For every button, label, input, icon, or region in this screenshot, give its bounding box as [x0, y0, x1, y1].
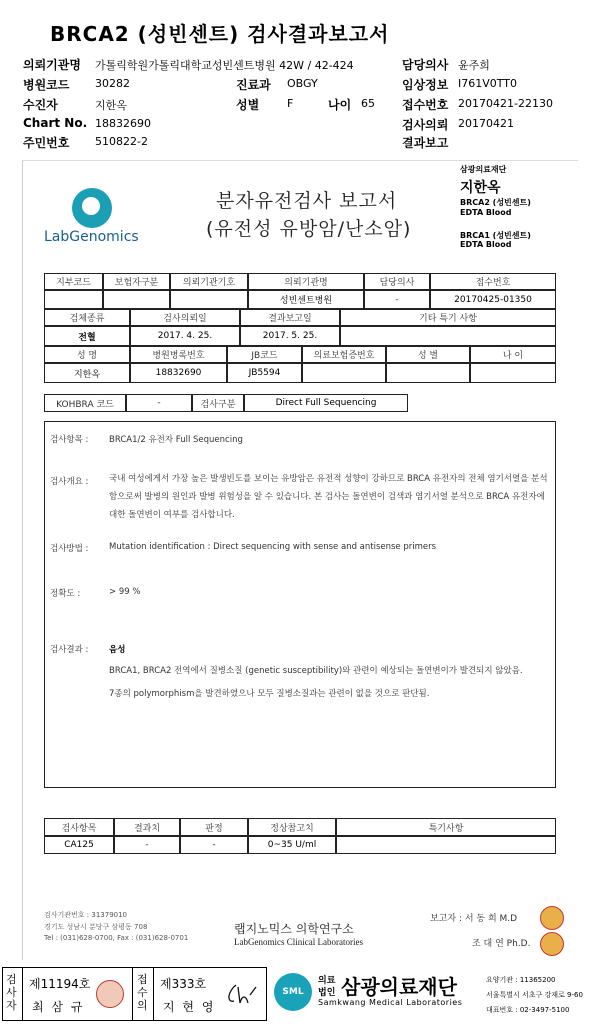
t2-h1: 결과치	[114, 818, 180, 836]
t1-h3-0: 성 명	[44, 346, 130, 363]
specimen-label-sticker	[440, 160, 578, 260]
t1-v3-3	[302, 363, 386, 383]
report-title: 분자유전검사 보고서	[216, 190, 398, 212]
method-value: Mutation identification : Direct sequencing with sense and antisense primers	[109, 542, 437, 552]
t1-v3-0: 지한옥	[44, 363, 130, 383]
reporter-1: 보고자 : 서 동 희 M.D	[430, 914, 518, 924]
footer-line3: Tel : (031)628-0700, Fax : (031)628-0701	[44, 934, 189, 942]
examiner-name: 최 삼 규	[32, 1000, 85, 1014]
t1-v2-1: 2017. 4. 25.	[130, 326, 240, 346]
t1-h3-1: 병원병록번호	[130, 346, 227, 363]
brand-name-en: Samkwang Medical Laboratories	[318, 998, 463, 1007]
lab-name-en: LabGenomics Clinical Laboratories	[234, 937, 363, 947]
sticker-specimen1: EDTA Blood	[460, 208, 512, 217]
receipt-number-value: 20170421-22130	[458, 97, 553, 110]
footer-line1: 검사기관번호 : 31379010	[44, 911, 128, 919]
result-text-2: 7종의 polymorphism을 발견하였으나 모두 질병소질과는 관련이 없을 것으로 판단됨.	[109, 689, 430, 699]
sticker-test1: BRCA2 (성빈센트)	[460, 198, 531, 207]
t2-v0: CA125	[44, 836, 114, 854]
divider	[153, 967, 154, 1021]
t2-v3: 0~35 U/ml	[248, 836, 336, 854]
hospital-code-value: 30282	[95, 77, 130, 90]
t2-h4: 특기사항	[336, 818, 556, 836]
t1-v2	[170, 290, 248, 309]
t2-h2: 판정	[180, 818, 248, 836]
t1-h2-1: 검사의뢰일	[130, 309, 240, 326]
t1-v3-1: 18832690	[130, 363, 227, 383]
info-line3: 대표번호 : 02-3497-5100	[486, 1006, 570, 1014]
clinical-info-value: I761V0TT0	[458, 77, 518, 90]
examiner-license: 제11194호	[29, 977, 91, 991]
t1-h2-3: 기타 특기 사항	[340, 309, 556, 326]
t1-h3: 의뢰기관명	[248, 273, 364, 290]
receiver-vertical-label: 접수의	[137, 973, 148, 1012]
result-value: 음성	[109, 645, 126, 655]
reporter-seal-1-icon	[540, 906, 564, 930]
t2-v1: -	[114, 836, 180, 854]
doctor-label: 담당의사	[402, 58, 449, 72]
chart-no-label: Chart No.	[23, 116, 88, 130]
t1-h2: 의뢰기관기호	[170, 273, 248, 290]
receiver-signature-icon	[224, 981, 258, 1007]
labgenomics-logo-icon	[72, 188, 112, 228]
patient-label: 수진자	[23, 98, 58, 112]
reporter-seal-2-icon	[540, 932, 564, 956]
t1-v3-4	[386, 363, 470, 383]
labgenomics-logo-text: LabGenomics	[44, 229, 139, 245]
t1-h2-0: 검체종류	[44, 309, 130, 326]
t1-v4: -	[364, 290, 430, 309]
t1-v3-5	[470, 363, 556, 383]
receiver-name: 지 현 영	[163, 1000, 216, 1014]
sticker-specimen2: EDTA Blood	[460, 240, 512, 249]
institution-label: 의뢰기관명	[23, 58, 81, 72]
t1-h3-3: 의료보험증번호	[302, 346, 386, 363]
overview-value: 국내 여성에게서 가장 높은 발생빈도를 보이는 유방암은 유전적 성향이 강하므로 BRCA 유전자의 전체 염기서열을 분석함으로써 발병의 원인과 발병 위험성을 알 수 있습니다. 본 검사는 돌연변이 검색과 염기서열 분석으로 BRCA 유전자에 대한 돌연변이 여부를 검사합니다.	[109, 474, 548, 520]
result-report-label: 결과보고	[402, 136, 449, 150]
item-label: 검사항목 :	[50, 435, 89, 445]
t1-h2-2: 결과보고일	[240, 309, 340, 326]
sex-label: 성별	[236, 98, 260, 112]
doctor-value: 윤주희	[458, 59, 490, 72]
examiner-seal-icon	[96, 980, 124, 1008]
t1-h3-5: 나 이	[470, 346, 556, 363]
sticker-test2: BRCA1 (성빈센트)	[460, 231, 531, 240]
t2-v2: -	[180, 836, 248, 854]
examiner-vertical-label: 검사자	[6, 973, 17, 1012]
sticker-name: 지한옥	[460, 180, 501, 196]
rrn-value: 510822-2	[95, 135, 148, 148]
t1-h0: 지부코드	[44, 273, 103, 290]
hospital-code-label: 병원코드	[23, 78, 70, 92]
request-date-value: 20170421	[458, 117, 514, 130]
institution-value: 가톨릭학원가톨릭대학교성빈센트병원 42W / 42-424	[95, 59, 354, 72]
receipt-number-label: 접수번호	[402, 98, 449, 112]
request-date-label: 검사의뢰	[402, 118, 449, 132]
rrn-label: 주민번호	[23, 136, 70, 150]
t1-v2-3	[340, 326, 556, 346]
reporter-2: 조 대 연 Ph.D.	[472, 939, 531, 949]
footer-line2: 경기도 성남시 분당구 삼평동 708	[44, 923, 148, 931]
accuracy-value: > 99 %	[109, 587, 141, 597]
sex-value: F	[287, 97, 294, 110]
bottom-signature-bar	[0, 965, 592, 1034]
t1-v3: 성빈센트병원	[248, 290, 364, 309]
brand-name: 삼광의료재단	[341, 975, 457, 999]
sticker-line1: 삼광의료재단	[460, 165, 507, 174]
clinical-info-label: 임상정보	[402, 78, 449, 92]
result-label: 검사결과 :	[50, 645, 89, 655]
kohbra-value: -	[126, 394, 192, 412]
item-value: BRCA1/2 유전자 Full Sequencing	[109, 435, 243, 445]
receiver-license: 제333호	[160, 977, 207, 991]
info-line1: 요양기관 : 11365200	[486, 976, 556, 984]
divider	[22, 967, 23, 1021]
brand-prefix-2: 법인	[318, 988, 336, 998]
lab-name-kr: 랩지노믹스 의학연구소	[234, 922, 354, 936]
t2-h0: 검사항목	[44, 818, 114, 836]
chart-no-value: 18832690	[95, 117, 151, 130]
t1-v0	[44, 290, 103, 309]
t2-h3: 정상참고치	[248, 818, 336, 836]
result-text-1: BRCA1, BRCA2 전역에서 질병소질 (genetic susceptibility)와 관련이 예상되는 돌연변이가 발견되지 않았음.	[109, 666, 523, 676]
t2-v4	[336, 836, 556, 854]
method-label: 검사방법 :	[50, 544, 89, 554]
t1-h1: 보험자구분	[103, 273, 170, 290]
sml-logo-icon: SML	[274, 973, 312, 1011]
t1-h3-4: 성 별	[386, 346, 470, 363]
t1-v1	[103, 290, 170, 309]
t1-h4: 담당의사	[364, 273, 430, 290]
report-subtitle: (유전성 유방암/난소암)	[206, 218, 412, 240]
info-line2: 서울특별시 서초구 강재로 9-60	[486, 991, 583, 999]
department-label: 진료과	[236, 78, 271, 92]
overview-label: 검사개요 :	[50, 477, 89, 487]
test-type-value: Direct Full Sequencing	[244, 394, 408, 412]
test-type-label: 검사구분	[192, 394, 244, 412]
department-value: OBGY	[287, 77, 318, 90]
divider	[132, 967, 133, 1021]
t1-v3-2: JB5594	[227, 363, 302, 383]
age-label: 나이	[328, 98, 352, 112]
t1-h3-2: JB코드	[227, 346, 302, 363]
accuracy-label: 정확도 :	[50, 589, 81, 599]
t1-v2-2: 2017. 5. 25.	[240, 326, 340, 346]
t1-h5: 접수번호	[430, 273, 556, 290]
age-value: 65	[361, 97, 375, 110]
brand-prefix-1: 의료	[318, 976, 336, 986]
patient-value: 지한옥	[95, 99, 127, 112]
kohbra-label: KOHBRA 코드	[44, 394, 126, 412]
page-title: BRCA2 (성빈센트) 검사결과보고서	[50, 22, 390, 46]
t1-v5: 20170425-01350	[430, 290, 556, 309]
t1-v2-0: 전혈	[44, 326, 130, 346]
